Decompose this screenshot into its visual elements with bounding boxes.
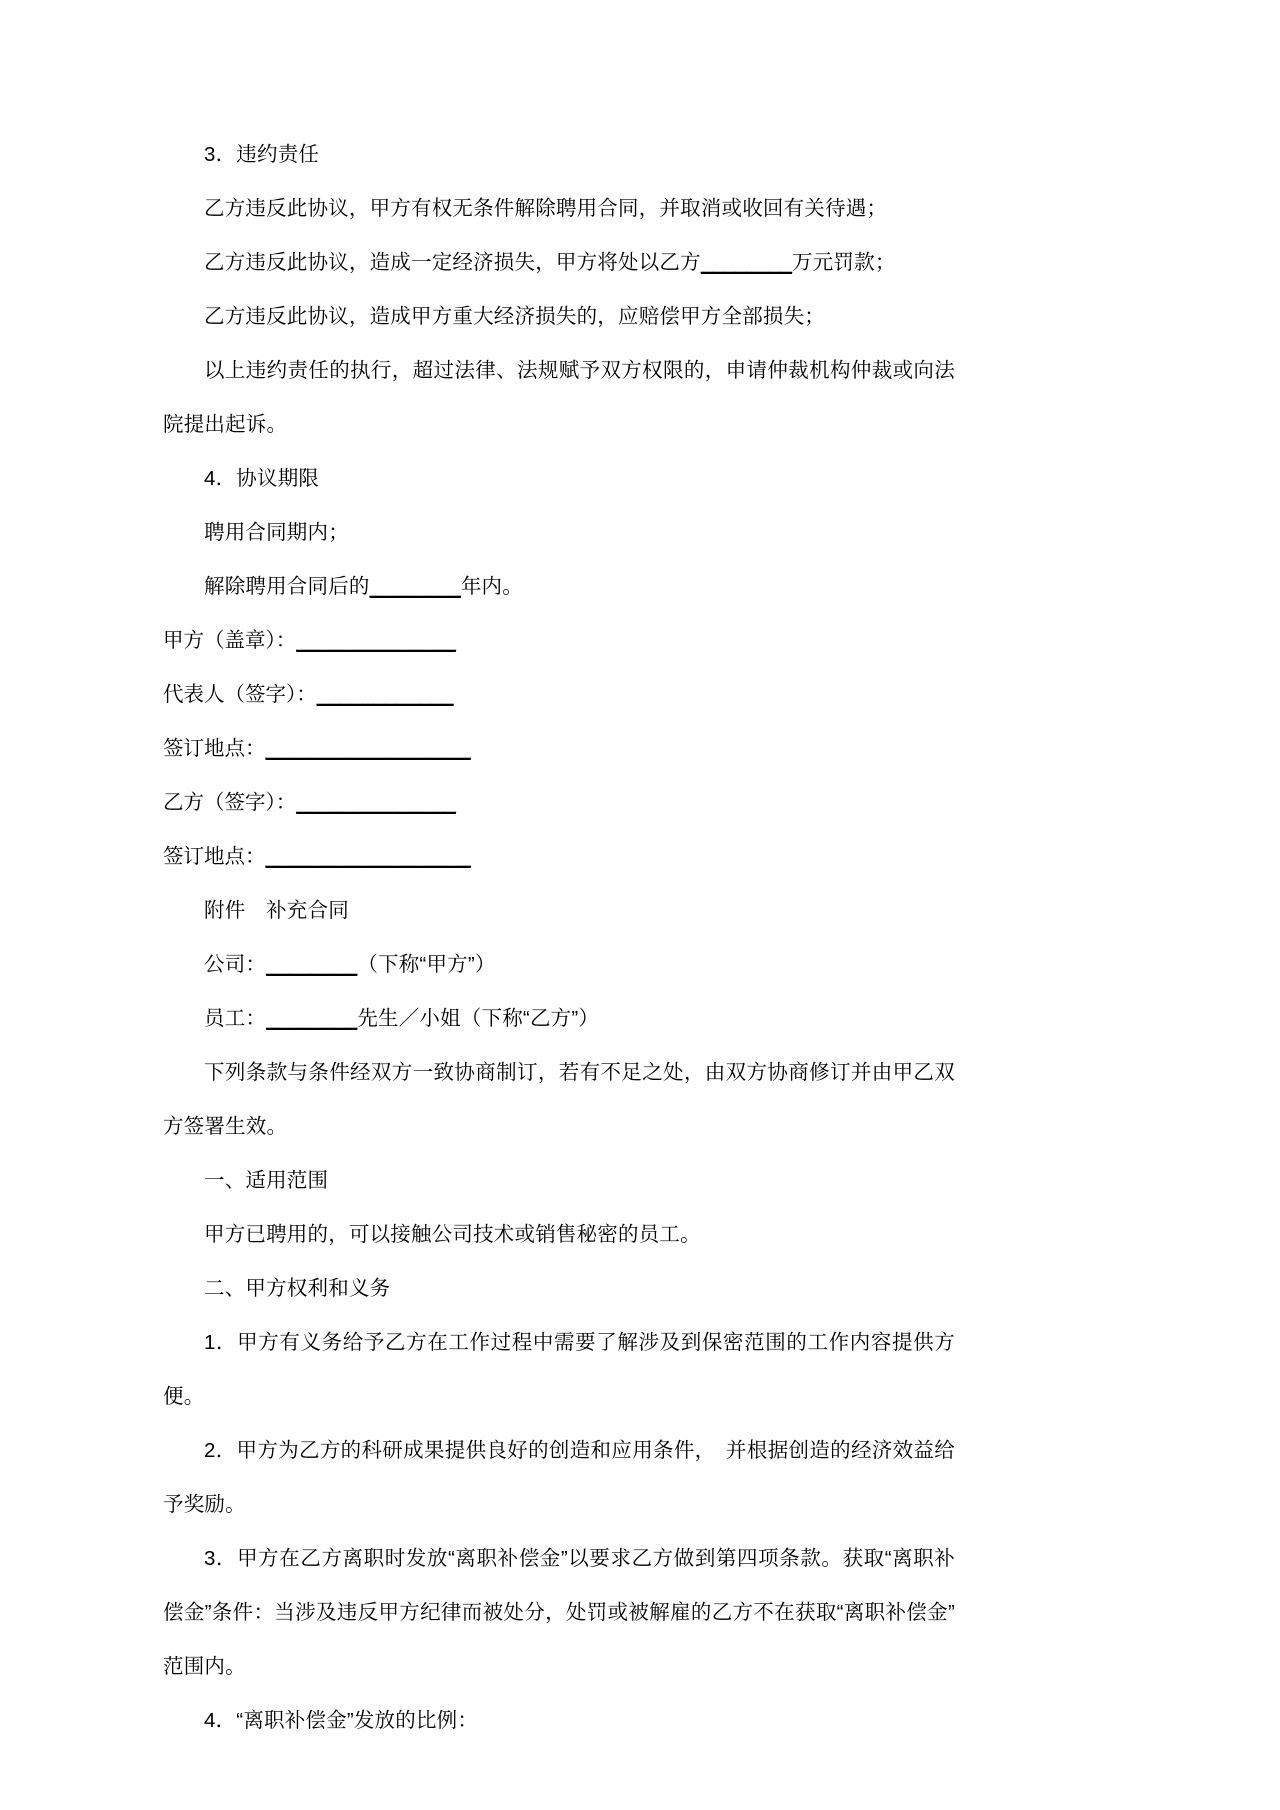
signature-label-party-a-seal: 甲方（盖章）： xyxy=(163,629,297,652)
appendix-preamble: 下列条款与条件经双方一致协商制订，若有不足之处，由双方协商修订并由甲乙双方签署生效。 xyxy=(163,1061,955,1138)
signature-blank-party-b[interactable]: ______________ xyxy=(296,791,456,814)
clause-4-p2-text-before: 解除聘用合同后的 xyxy=(204,575,370,598)
signature-row-party-a-seal xyxy=(163,614,955,668)
appendix-title: 附件 补充合同 xyxy=(204,899,349,922)
clause-4-paragraph-1: 聘用合同期内； xyxy=(204,521,349,544)
clause-3-paragraph-1: 乙方违反此协议，甲方有权无条件解除聘用合同，并取消或收回有关待遇； xyxy=(204,197,888,220)
clause-4-paragraph-2 xyxy=(163,560,955,614)
clause-3-paragraph-4: 以上违约责任的执行，超过法律、法规赋予双方权限的，申请仲裁机构仲裁或向法院提出起诉。 xyxy=(163,359,955,436)
appendix-employee-blank[interactable]: ________ xyxy=(266,1007,358,1030)
appendix-employee-label: 员工： xyxy=(204,1007,267,1030)
clause-3-paragraph-3: 乙方违反此协议，造成甲方重大经济损失的，应赔偿甲方全部损失； xyxy=(204,305,825,328)
signature-label-party-b: 乙方（签字）： xyxy=(163,791,297,814)
signature-row-representative xyxy=(163,668,955,722)
appendix-company-row xyxy=(163,938,955,992)
appendix-employee-row xyxy=(163,992,955,1046)
document-content xyxy=(163,128,955,1748)
clause-3-p2-text-before: 乙方违反此协议，造成一定经济损失，甲方将处以乙方 xyxy=(204,251,701,274)
appendix-section-2-item-1: 1．甲方有义务给予乙方在工作过程中需要了解涉及到保密范围的工作内容提供方便。 xyxy=(163,1331,955,1408)
clause-3-p2-text-after: 万元罚款； xyxy=(792,251,896,274)
signature-row-location-a xyxy=(163,722,955,776)
signature-blank-location-b[interactable]: __________________ xyxy=(265,845,471,868)
appendix-section-1-heading: 一、适用范围 xyxy=(204,1169,329,1192)
signature-blank-party-a-seal[interactable]: ______________ xyxy=(296,629,456,652)
appendix-company-label: 公司： xyxy=(204,953,267,976)
appendix-section-2-item-3: 3．甲方在乙方离职时发放“离职补偿金”以要求乙方做到第四项条款。获取“离职补偿金”条件：当涉及违反甲方纪律而被处分，处罚或被解雇的乙方不在获取“离职补偿金”范围内。 xyxy=(163,1547,955,1678)
clause-4-heading: 4．协议期限 xyxy=(204,467,320,490)
signature-row-party-b xyxy=(163,776,955,830)
appendix-employee-after: 先生／小姐（下称“乙方”） xyxy=(357,1007,600,1030)
years-blank[interactable]: ________ xyxy=(369,575,461,598)
signature-label-representative: 代表人（签字）： xyxy=(163,683,317,706)
appendix-section-2-item-4: 4．“离职补偿金”发放的比例： xyxy=(204,1709,479,1732)
clause-3-paragraph-2 xyxy=(163,236,955,290)
signature-label-location-a: 签订地点： xyxy=(163,737,266,760)
appendix-section-2-item-2: 2．甲方为乙方的科研成果提供良好的创造和应用条件， 并根据创造的经济效益给予奖励。 xyxy=(163,1439,955,1516)
clause-4-p2-text-after: 年内。 xyxy=(460,575,523,598)
signature-label-location-b: 签订地点： xyxy=(163,845,266,868)
appendix-company-after: （下称“甲方”） xyxy=(357,953,496,976)
penalty-amount-blank[interactable]: ________ xyxy=(700,251,793,274)
appendix-company-blank[interactable]: ________ xyxy=(266,953,358,976)
signature-blank-representative[interactable]: ____________ xyxy=(316,683,454,706)
signature-blank-location-a[interactable]: __________________ xyxy=(265,737,471,760)
clause-3-heading: 3．违约责任 xyxy=(204,143,320,166)
signature-row-location-b xyxy=(163,830,955,884)
appendix-section-2-heading: 二、甲方权利和义务 xyxy=(204,1277,391,1300)
appendix-section-1-paragraph: 甲方已聘用的，可以接触公司技术或销售秘密的员工。 xyxy=(204,1223,701,1246)
